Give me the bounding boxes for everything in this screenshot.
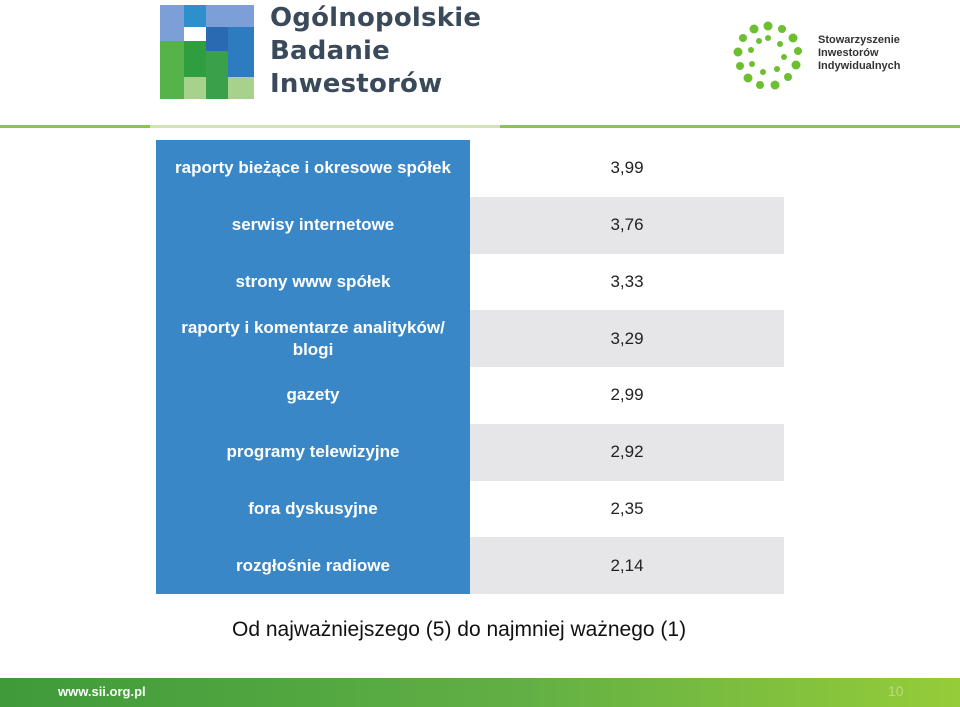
partner-line-2: Inwestorów [818, 47, 879, 59]
row-label: raporty i komentarze analityków/ blogi [156, 310, 470, 367]
row-value: 2,14 [470, 537, 784, 594]
obi-logo-text [270, 2, 481, 101]
footer-bar [0, 678, 960, 707]
table-row [156, 424, 784, 481]
ranking-table [156, 140, 784, 594]
sii-logo-text [818, 34, 901, 73]
table-row [156, 537, 784, 594]
page-number: 10 [888, 683, 904, 699]
partner-line-1: Stowarzyszenie [818, 34, 900, 46]
row-label: strony www spółek [156, 254, 470, 311]
table-row [156, 140, 784, 197]
row-value: 3,99 [470, 140, 784, 197]
scale-caption: Od najważniejszego (5) do najmniej ważnego (1) [232, 618, 687, 641]
header-divider-highlight [150, 125, 500, 128]
table-row [156, 481, 784, 538]
row-label: fora dyskusyjne [156, 481, 470, 538]
row-value: 3,33 [470, 254, 784, 311]
row-value: 2,92 [470, 424, 784, 481]
row-value: 2,99 [470, 367, 784, 424]
partner-line-3: Indywidualnych [818, 60, 901, 72]
row-label: gazety [156, 367, 470, 424]
logo-line-1: Ogólnopolskie [270, 3, 482, 33]
row-value: 3,76 [470, 197, 784, 254]
logo-line-2: Badanie [270, 36, 390, 66]
table-row [156, 310, 784, 367]
table-row [156, 254, 784, 311]
row-value: 3,29 [470, 310, 784, 367]
logo-line-3: Inwestorów [270, 69, 443, 99]
sii-logo-icon [732, 20, 804, 92]
row-label: serwisy internetowe [156, 197, 470, 254]
table-row [156, 367, 784, 424]
table-row [156, 197, 784, 254]
row-label: raporty bieżące i okresowe spółek [156, 140, 470, 197]
footer-url-link[interactable]: www.sii.org.pl [58, 684, 146, 699]
obi-logo-icon [160, 5, 254, 99]
row-value: 2,35 [470, 481, 784, 538]
row-label: programy telewizyjne [156, 424, 470, 481]
row-label: rozgłośnie radiowe [156, 537, 470, 594]
